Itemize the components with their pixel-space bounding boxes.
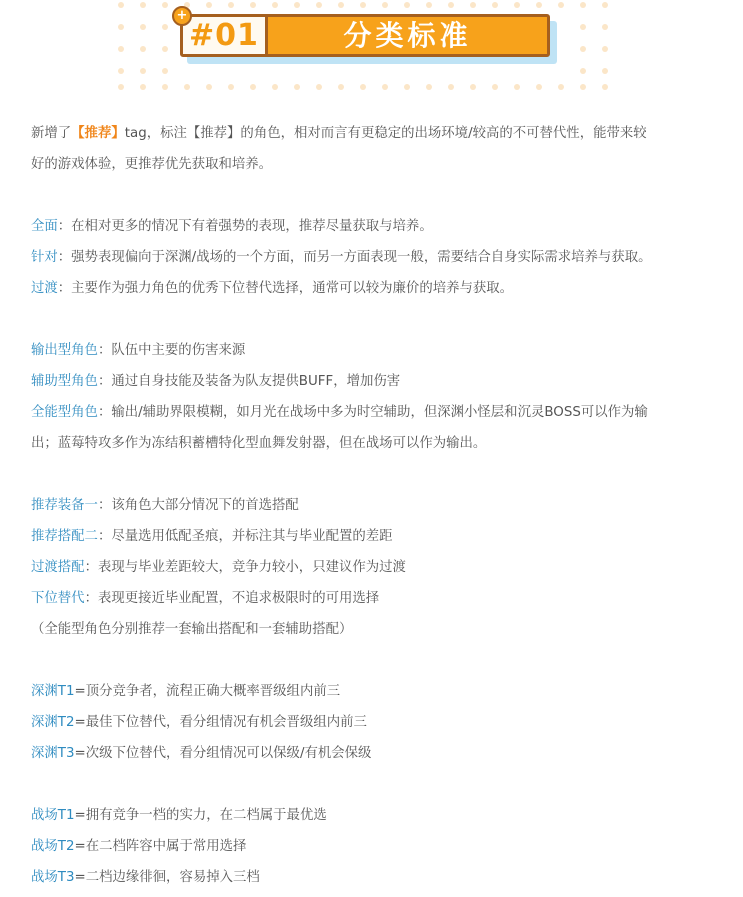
term: 战场T1	[31, 808, 75, 823]
decor-dot	[118, 46, 124, 52]
decor-dot	[602, 84, 608, 90]
term: 战场T3	[31, 870, 75, 885]
list-item	[31, 552, 721, 583]
decor-dot	[602, 68, 608, 74]
definition: =二档边缘徘徊，容易掉入三档	[74, 870, 260, 885]
decor-dot	[602, 2, 608, 8]
decor-dot	[140, 68, 146, 74]
term: 推荐搭配二	[31, 529, 98, 544]
list-item	[31, 676, 721, 707]
list-item	[31, 397, 721, 428]
term: 过渡	[31, 281, 58, 296]
decor-dot	[602, 24, 608, 30]
definition: ：尽量选用低配圣痕，并标注其与毕业配置的差距	[97, 529, 393, 544]
definition: =次级下位替代，看分组情况可以保级/有机会保级	[74, 746, 372, 761]
decor-dot	[140, 24, 146, 30]
definition-continuation: 出；蓝莓特攻多作为冻结积蓄槽特化型血舞发射器，但在战场可以作为输出。	[31, 436, 487, 451]
decor-dot	[580, 68, 586, 74]
decor-dot	[118, 24, 124, 30]
intro-rest: tag，标注【推荐】的角色，相对而言有更稳定的出场环境/较高的不可替代性，能带来较	[124, 126, 647, 141]
decor-dot	[580, 2, 586, 8]
decor-dot	[140, 84, 146, 90]
decor-dot	[448, 2, 454, 8]
plus-icon: +	[172, 6, 192, 26]
decor-dot	[316, 2, 322, 8]
decor-dot	[206, 84, 212, 90]
decor-dot	[140, 2, 146, 8]
definition: ：队伍中主要的伤害来源	[97, 343, 246, 358]
term: 辅助型角色	[31, 374, 98, 389]
decor-dot	[316, 84, 322, 90]
intro-line-1	[31, 118, 721, 149]
list-item	[31, 800, 721, 831]
list-item	[31, 707, 721, 738]
definition: =顶分竞争者，流程正确大概率晋级组内前三	[74, 684, 341, 699]
definition: =在二档阵容中属于常用选择	[74, 839, 247, 854]
list-item	[31, 862, 721, 893]
decor-dot	[118, 68, 124, 74]
decor-dot	[492, 2, 498, 8]
term: 下位替代	[31, 591, 85, 606]
decor-dot	[140, 46, 146, 52]
decor-dot	[206, 2, 212, 8]
decor-dot	[470, 84, 476, 90]
list-item	[31, 335, 721, 366]
term: 全面	[31, 219, 58, 234]
list-item	[31, 273, 721, 304]
decor-dot	[448, 84, 454, 90]
definition: ：表现与毕业差距较大，竞争力较小，只建议作为过渡	[84, 560, 406, 575]
decor-dot	[536, 84, 542, 90]
list-item	[31, 242, 721, 273]
list-item	[31, 490, 721, 521]
decor-dot	[338, 2, 344, 8]
gear-note: （全能型角色分别推荐一套输出搭配和一套辅助搭配）	[31, 622, 353, 637]
banner-box	[180, 14, 550, 57]
section-title: 分类标准	[343, 19, 472, 52]
definition: ：输出/辅助界限模糊，如月光在战场中多为时空辅助，但深渊小怪层和沉灵BOSS可以作为输	[97, 405, 648, 420]
decor-dot	[272, 84, 278, 90]
list-item	[31, 831, 721, 862]
decor-dot	[272, 2, 278, 8]
list-item	[31, 211, 721, 242]
decor-dot	[514, 84, 520, 90]
decor-dot	[492, 84, 498, 90]
term: 战场T2	[31, 839, 75, 854]
term: 深渊T3	[31, 746, 75, 761]
decor-dot	[162, 68, 168, 74]
decor-dot	[118, 84, 124, 90]
article-body	[31, 118, 721, 893]
decor-dot	[558, 2, 564, 8]
term: 输出型角色	[31, 343, 98, 358]
term: 深渊T2	[31, 715, 75, 730]
term: 深渊T1	[31, 684, 75, 699]
recommend-tag: 【推荐】	[71, 126, 125, 141]
decor-dot	[162, 2, 168, 8]
decor-dot	[426, 2, 432, 8]
decor-dot	[162, 24, 168, 30]
decor-dot	[470, 2, 476, 8]
decor-dot	[580, 46, 586, 52]
decor-dot	[382, 84, 388, 90]
decor-dot	[514, 2, 520, 8]
decor-dot	[294, 2, 300, 8]
intro-prefix: 新增了	[31, 126, 72, 141]
list-item	[31, 583, 721, 614]
decor-dot	[162, 84, 168, 90]
decor-dot	[602, 46, 608, 52]
definition: =拥有竞争一档的实力，在二档属于最优选	[74, 808, 327, 823]
term: 推荐装备一	[31, 498, 98, 513]
decor-dot	[558, 84, 564, 90]
definition: ：该角色大部分情况下的首选搭配	[97, 498, 299, 513]
decor-dot	[250, 2, 256, 8]
section-banner	[176, 8, 556, 64]
definition: ：强势表现偏向于深渊/战场的一个方面，而另一方面表现一般，需要结合自身实际需求培养与获取。	[57, 250, 652, 265]
decor-dot	[360, 2, 366, 8]
decor-dot	[294, 84, 300, 90]
decor-dot	[536, 2, 542, 8]
decor-dot	[360, 84, 366, 90]
definition: =最佳下位替代，看分组情况有机会晋级组内前三	[74, 715, 367, 730]
decor-dot	[228, 84, 234, 90]
decor-dot	[580, 84, 586, 90]
decor-dot	[184, 84, 190, 90]
term: 全能型角色	[31, 405, 98, 420]
decor-dot	[404, 2, 410, 8]
decor-dot	[162, 46, 168, 52]
list-item	[31, 738, 721, 769]
decor-dot	[382, 2, 388, 8]
definition: ：在相对更多的情况下有着强势的表现，推荐尽量获取与培养。	[57, 219, 433, 234]
decor-dot	[338, 84, 344, 90]
section-number: #01	[183, 17, 268, 54]
decor-dot	[426, 84, 432, 90]
term: 过渡搭配	[31, 560, 85, 575]
decor-dot	[228, 2, 234, 8]
decor-dot	[250, 84, 256, 90]
decor-dot	[118, 2, 124, 8]
term: 针对	[31, 250, 58, 265]
decor-dot	[404, 84, 410, 90]
definition: ：表现更接近毕业配置，不追求极限时的可用选择	[84, 591, 380, 606]
list-item	[31, 366, 721, 397]
list-item	[31, 521, 721, 552]
definition: ：通过自身技能及装备为队友提供BUFF，增加伤害	[97, 374, 401, 389]
definition: ：主要作为强力角色的优秀下位替代选择，通常可以较为廉价的培养与获取。	[57, 281, 514, 296]
decor-dot	[580, 24, 586, 30]
intro-line-2: 好的游戏体验，更推荐优先获取和培养。	[31, 157, 273, 172]
